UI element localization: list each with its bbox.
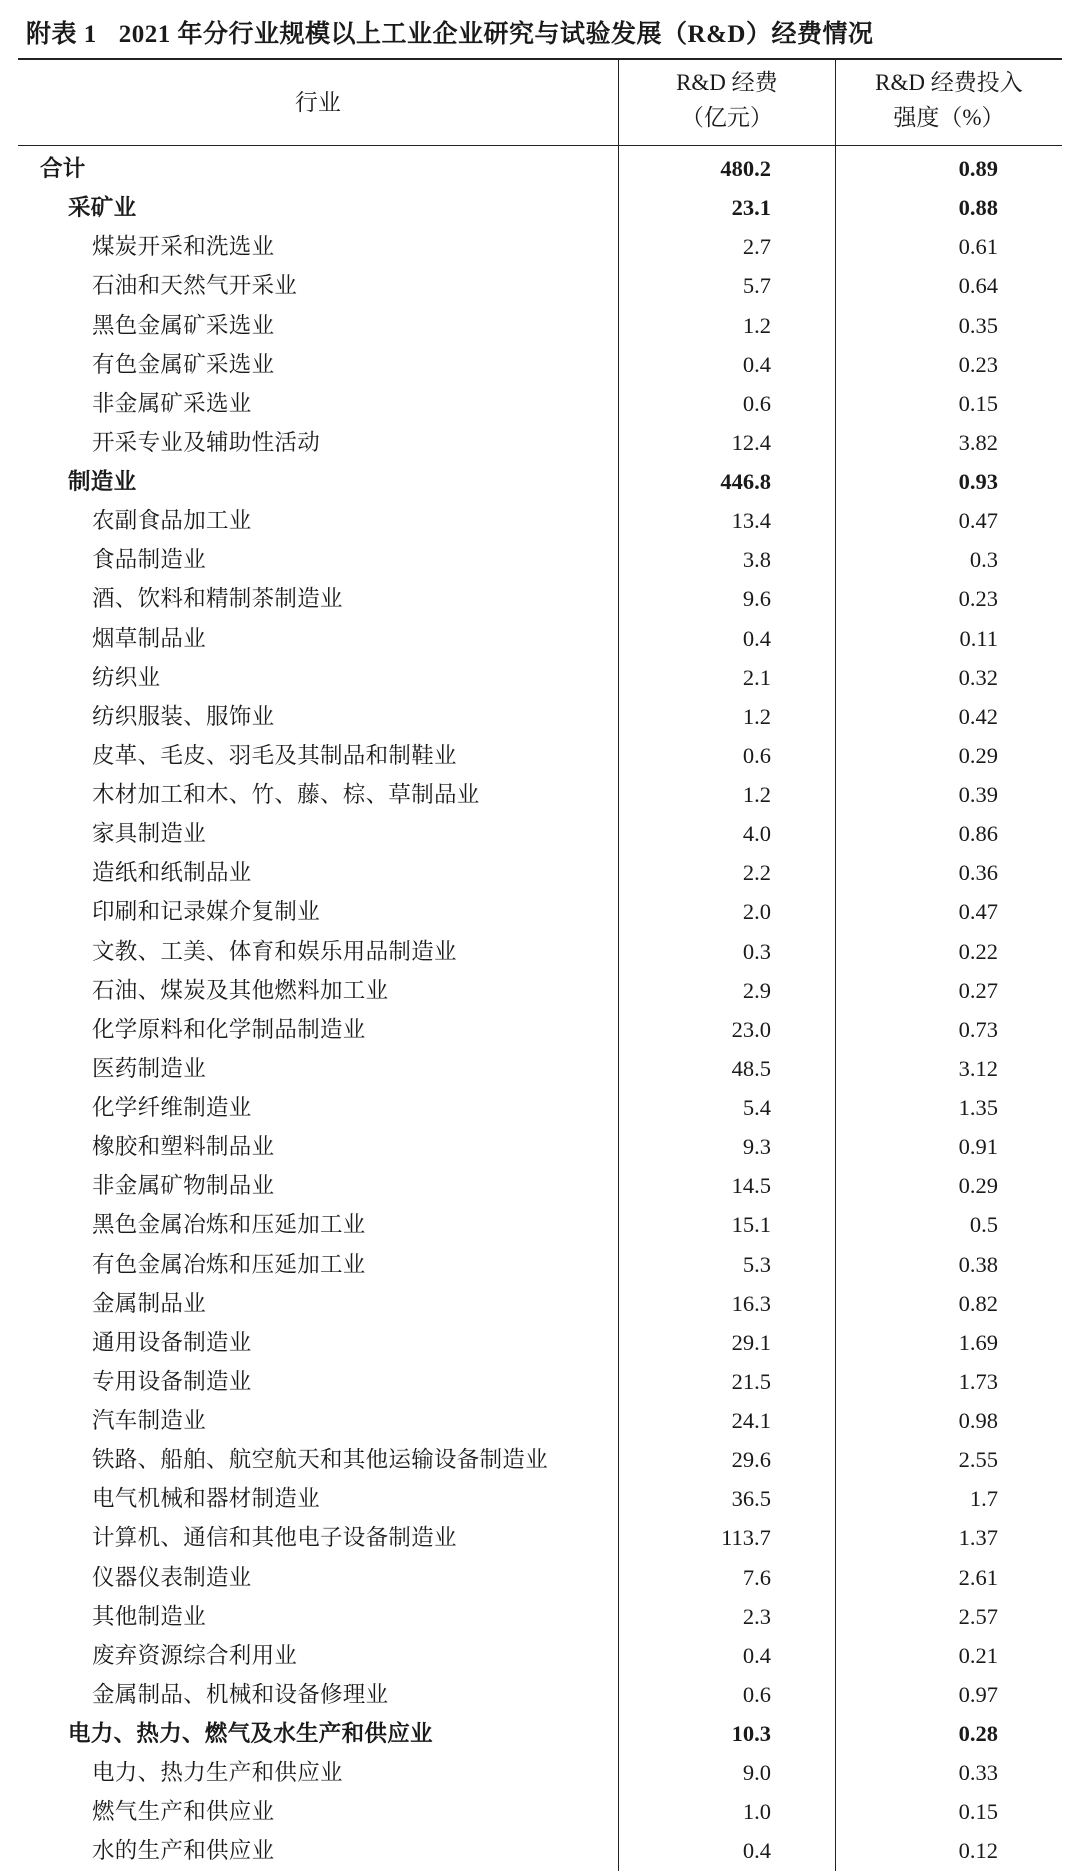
cell-industry-name: 汽车制造业 bbox=[18, 1402, 618, 1441]
cell-rd-intensity: 0.29 bbox=[835, 736, 1062, 775]
table-row bbox=[18, 1597, 1062, 1636]
cell-rd-intensity: 0.5 bbox=[835, 1206, 1062, 1245]
cell-rd-intensity: 0.47 bbox=[835, 502, 1062, 541]
cell-rd-intensity: 0.82 bbox=[835, 1284, 1062, 1323]
table-row bbox=[18, 1558, 1062, 1597]
cell-rd-funds: 2.3 bbox=[618, 1597, 835, 1636]
cell-rd-funds: 2.9 bbox=[618, 971, 835, 1010]
table-row bbox=[18, 1245, 1062, 1284]
cell-industry-name: 煤炭开采和洗选业 bbox=[18, 228, 618, 267]
cell-rd-funds: 0.4 bbox=[618, 1636, 835, 1675]
cell-industry-name: 电气机械和器材制造业 bbox=[18, 1480, 618, 1519]
cell-rd-intensity: 0.3 bbox=[835, 541, 1062, 580]
table-row bbox=[18, 580, 1062, 619]
cell-industry-name: 水的生产和供应业 bbox=[18, 1832, 618, 1871]
table-row bbox=[18, 776, 1062, 815]
cell-rd-funds: 2.1 bbox=[618, 658, 835, 697]
table-row bbox=[18, 1715, 1062, 1754]
cell-rd-intensity: 0.23 bbox=[835, 345, 1062, 384]
cell-industry-name: 文教、工美、体育和娱乐用品制造业 bbox=[18, 932, 618, 971]
column-header-intensity-line2: 强度（%） bbox=[846, 101, 1052, 136]
cell-rd-intensity: 2.55 bbox=[835, 1441, 1062, 1480]
table-row bbox=[18, 1323, 1062, 1362]
cell-industry-name: 皮革、毛皮、羽毛及其制品和制鞋业 bbox=[18, 736, 618, 775]
cell-rd-funds: 16.3 bbox=[618, 1284, 835, 1323]
cell-industry-name: 纺织业 bbox=[18, 658, 618, 697]
table-row bbox=[18, 932, 1062, 971]
cell-rd-intensity: 0.47 bbox=[835, 893, 1062, 932]
cell-rd-intensity: 1.7 bbox=[835, 1480, 1062, 1519]
table-row bbox=[18, 146, 1062, 189]
cell-rd-funds: 36.5 bbox=[618, 1480, 835, 1519]
table-row bbox=[18, 384, 1062, 423]
cell-rd-funds: 10.3 bbox=[618, 1715, 835, 1754]
cell-rd-intensity: 0.39 bbox=[835, 776, 1062, 815]
cell-rd-intensity: 0.11 bbox=[835, 619, 1062, 658]
cell-rd-intensity: 2.61 bbox=[835, 1558, 1062, 1597]
cell-rd-funds: 9.0 bbox=[618, 1754, 835, 1793]
cell-rd-intensity: 0.88 bbox=[835, 189, 1062, 228]
cell-rd-funds: 23.1 bbox=[618, 189, 835, 228]
cell-industry-name: 石油、煤炭及其他燃料加工业 bbox=[18, 971, 618, 1010]
cell-rd-funds: 2.0 bbox=[618, 893, 835, 932]
cell-rd-funds: 7.6 bbox=[618, 1558, 835, 1597]
cell-industry-name: 非金属矿采选业 bbox=[18, 384, 618, 423]
table-row bbox=[18, 1832, 1062, 1871]
cell-industry-name: 废弃资源综合利用业 bbox=[18, 1636, 618, 1675]
cell-industry-name: 农副食品加工业 bbox=[18, 502, 618, 541]
table-title bbox=[18, 10, 1062, 58]
table-row bbox=[18, 345, 1062, 384]
table-row bbox=[18, 423, 1062, 462]
cell-rd-intensity: 3.12 bbox=[835, 1049, 1062, 1088]
table-row bbox=[18, 1206, 1062, 1245]
cell-industry-name: 计算机、通信和其他电子设备制造业 bbox=[18, 1519, 618, 1558]
cell-rd-funds: 4.0 bbox=[618, 815, 835, 854]
table-row bbox=[18, 1793, 1062, 1832]
cell-rd-intensity: 0.27 bbox=[835, 971, 1062, 1010]
cell-rd-intensity: 0.28 bbox=[835, 1715, 1062, 1754]
cell-rd-intensity: 0.15 bbox=[835, 384, 1062, 423]
cell-industry-name: 仪器仪表制造业 bbox=[18, 1558, 618, 1597]
cell-rd-funds: 23.0 bbox=[618, 1010, 835, 1049]
cell-rd-funds: 12.4 bbox=[618, 423, 835, 462]
cell-industry-name: 电力、热力生产和供应业 bbox=[18, 1754, 618, 1793]
cell-rd-funds: 48.5 bbox=[618, 1049, 835, 1088]
table-row bbox=[18, 1636, 1062, 1675]
cell-industry-name: 开采专业及辅助性活动 bbox=[18, 423, 618, 462]
cell-industry-name: 橡胶和塑料制品业 bbox=[18, 1128, 618, 1167]
cell-industry-name: 制造业 bbox=[18, 463, 618, 502]
table-row bbox=[18, 736, 1062, 775]
cell-rd-funds: 29.6 bbox=[618, 1441, 835, 1480]
cell-industry-name: 木材加工和木、竹、藤、棕、草制品业 bbox=[18, 776, 618, 815]
table-row bbox=[18, 971, 1062, 1010]
table-row bbox=[18, 1675, 1062, 1714]
table-row bbox=[18, 1754, 1062, 1793]
cell-rd-funds: 5.3 bbox=[618, 1245, 835, 1284]
cell-industry-name: 通用设备制造业 bbox=[18, 1323, 618, 1362]
column-header-intensity-line1: R&D 经费投入 bbox=[875, 70, 1023, 95]
cell-rd-funds: 3.8 bbox=[618, 541, 835, 580]
table-row bbox=[18, 541, 1062, 580]
table-row bbox=[18, 228, 1062, 267]
cell-rd-funds: 9.3 bbox=[618, 1128, 835, 1167]
cell-rd-intensity: 0.93 bbox=[835, 463, 1062, 502]
table-row bbox=[18, 854, 1062, 893]
column-header-funds-line1: R&D 经费 bbox=[676, 70, 778, 95]
table-row bbox=[18, 658, 1062, 697]
cell-rd-funds: 1.2 bbox=[618, 697, 835, 736]
cell-rd-funds: 0.4 bbox=[618, 1832, 835, 1871]
cell-rd-funds: 1.0 bbox=[618, 1793, 835, 1832]
cell-rd-intensity: 0.61 bbox=[835, 228, 1062, 267]
column-header-funds bbox=[618, 59, 835, 146]
cell-rd-intensity: 0.91 bbox=[835, 1128, 1062, 1167]
cell-industry-name: 石油和天然气开采业 bbox=[18, 267, 618, 306]
table-row bbox=[18, 697, 1062, 736]
cell-rd-intensity: 1.35 bbox=[835, 1089, 1062, 1128]
table-row bbox=[18, 1362, 1062, 1401]
cell-industry-name: 酒、饮料和精制茶制造业 bbox=[18, 580, 618, 619]
cell-rd-funds: 0.6 bbox=[618, 1675, 835, 1714]
cell-rd-intensity: 0.15 bbox=[835, 1793, 1062, 1832]
cell-rd-funds: 24.1 bbox=[618, 1402, 835, 1441]
table-row bbox=[18, 267, 1062, 306]
rd-expenditure-table bbox=[18, 58, 1062, 1871]
cell-rd-intensity: 0.12 bbox=[835, 1832, 1062, 1871]
table-row bbox=[18, 1049, 1062, 1088]
cell-industry-name: 非金属矿物制品业 bbox=[18, 1167, 618, 1206]
cell-industry-name: 黑色金属矿采选业 bbox=[18, 306, 618, 345]
table-body bbox=[18, 146, 1062, 1871]
cell-rd-funds: 14.5 bbox=[618, 1167, 835, 1206]
cell-rd-intensity: 3.82 bbox=[835, 423, 1062, 462]
table-row bbox=[18, 815, 1062, 854]
table-row bbox=[18, 502, 1062, 541]
cell-rd-intensity: 1.73 bbox=[835, 1362, 1062, 1401]
cell-rd-funds: 0.6 bbox=[618, 736, 835, 775]
cell-rd-funds: 15.1 bbox=[618, 1206, 835, 1245]
cell-rd-intensity: 0.29 bbox=[835, 1167, 1062, 1206]
table-header bbox=[18, 59, 1062, 146]
cell-rd-intensity: 0.89 bbox=[835, 146, 1062, 189]
cell-rd-intensity: 0.38 bbox=[835, 1245, 1062, 1284]
cell-industry-name: 黑色金属冶炼和压延加工业 bbox=[18, 1206, 618, 1245]
cell-industry-name: 金属制品业 bbox=[18, 1284, 618, 1323]
cell-rd-funds: 9.6 bbox=[618, 580, 835, 619]
column-header-funds-line2: （亿元） bbox=[629, 101, 825, 136]
table-container bbox=[18, 58, 1062, 1871]
table-title-label: 附表 1 bbox=[26, 14, 97, 50]
cell-rd-funds: 480.2 bbox=[618, 146, 835, 189]
cell-rd-funds: 2.2 bbox=[618, 854, 835, 893]
cell-rd-funds: 0.3 bbox=[618, 932, 835, 971]
cell-rd-intensity: 0.64 bbox=[835, 267, 1062, 306]
table-row bbox=[18, 1519, 1062, 1558]
table-row bbox=[18, 619, 1062, 658]
cell-rd-funds: 5.4 bbox=[618, 1089, 835, 1128]
cell-industry-name: 造纸和纸制品业 bbox=[18, 854, 618, 893]
cell-rd-funds: 29.1 bbox=[618, 1323, 835, 1362]
cell-industry-name: 其他制造业 bbox=[18, 1597, 618, 1636]
cell-rd-funds: 2.7 bbox=[618, 228, 835, 267]
table-row bbox=[18, 463, 1062, 502]
cell-industry-name: 食品制造业 bbox=[18, 541, 618, 580]
cell-rd-intensity: 1.69 bbox=[835, 1323, 1062, 1362]
column-header-industry: 行业 bbox=[18, 59, 618, 146]
table-row bbox=[18, 1167, 1062, 1206]
cell-industry-name: 家具制造业 bbox=[18, 815, 618, 854]
cell-industry-name: 医药制造业 bbox=[18, 1049, 618, 1088]
cell-rd-funds: 1.2 bbox=[618, 306, 835, 345]
cell-industry-name: 烟草制品业 bbox=[18, 619, 618, 658]
cell-industry-name: 专用设备制造业 bbox=[18, 1362, 618, 1401]
table-row bbox=[18, 893, 1062, 932]
cell-rd-funds: 1.2 bbox=[618, 776, 835, 815]
cell-rd-funds: 0.4 bbox=[618, 619, 835, 658]
cell-rd-intensity: 0.32 bbox=[835, 658, 1062, 697]
cell-industry-name: 有色金属冶炼和压延加工业 bbox=[18, 1245, 618, 1284]
cell-rd-intensity: 0.97 bbox=[835, 1675, 1062, 1714]
table-row bbox=[18, 1128, 1062, 1167]
cell-rd-intensity: 0.21 bbox=[835, 1636, 1062, 1675]
cell-rd-funds: 446.8 bbox=[618, 463, 835, 502]
table-row bbox=[18, 1089, 1062, 1128]
cell-rd-funds: 5.7 bbox=[618, 267, 835, 306]
cell-industry-name: 化学原料和化学制品制造业 bbox=[18, 1010, 618, 1049]
cell-rd-intensity: 0.35 bbox=[835, 306, 1062, 345]
table-row bbox=[18, 1010, 1062, 1049]
table-row bbox=[18, 1480, 1062, 1519]
table-row bbox=[18, 306, 1062, 345]
cell-industry-name: 印刷和记录媒介复制业 bbox=[18, 893, 618, 932]
cell-rd-funds: 0.6 bbox=[618, 384, 835, 423]
table-title-text: 2021 年分行业规模以上工业企业研究与试验发展（R&D）经费情况 bbox=[119, 14, 874, 50]
cell-rd-intensity: 2.57 bbox=[835, 1597, 1062, 1636]
cell-industry-name: 纺织服装、服饰业 bbox=[18, 697, 618, 736]
table-row bbox=[18, 1441, 1062, 1480]
cell-industry-name: 燃气生产和供应业 bbox=[18, 1793, 618, 1832]
cell-rd-intensity: 0.73 bbox=[835, 1010, 1062, 1049]
table-row bbox=[18, 189, 1062, 228]
cell-industry-name: 采矿业 bbox=[18, 189, 618, 228]
cell-rd-intensity: 0.42 bbox=[835, 697, 1062, 736]
cell-industry-name: 合计 bbox=[18, 146, 618, 189]
cell-industry-name: 铁路、船舶、航空航天和其他运输设备制造业 bbox=[18, 1441, 618, 1480]
cell-industry-name: 化学纤维制造业 bbox=[18, 1089, 618, 1128]
cell-rd-intensity: 0.36 bbox=[835, 854, 1062, 893]
cell-rd-funds: 113.7 bbox=[618, 1519, 835, 1558]
table-row bbox=[18, 1402, 1062, 1441]
cell-rd-intensity: 0.22 bbox=[835, 932, 1062, 971]
cell-rd-funds: 13.4 bbox=[618, 502, 835, 541]
cell-industry-name: 金属制品、机械和设备修理业 bbox=[18, 1675, 618, 1714]
table-row bbox=[18, 1284, 1062, 1323]
cell-industry-name: 电力、热力、燃气及水生产和供应业 bbox=[18, 1715, 618, 1754]
cell-rd-funds: 0.4 bbox=[618, 345, 835, 384]
cell-rd-intensity: 1.37 bbox=[835, 1519, 1062, 1558]
cell-rd-intensity: 0.23 bbox=[835, 580, 1062, 619]
cell-industry-name: 有色金属矿采选业 bbox=[18, 345, 618, 384]
cell-rd-intensity: 0.98 bbox=[835, 1402, 1062, 1441]
cell-rd-funds: 21.5 bbox=[618, 1362, 835, 1401]
column-header-intensity bbox=[835, 59, 1062, 146]
cell-rd-intensity: 0.86 bbox=[835, 815, 1062, 854]
cell-rd-intensity: 0.33 bbox=[835, 1754, 1062, 1793]
